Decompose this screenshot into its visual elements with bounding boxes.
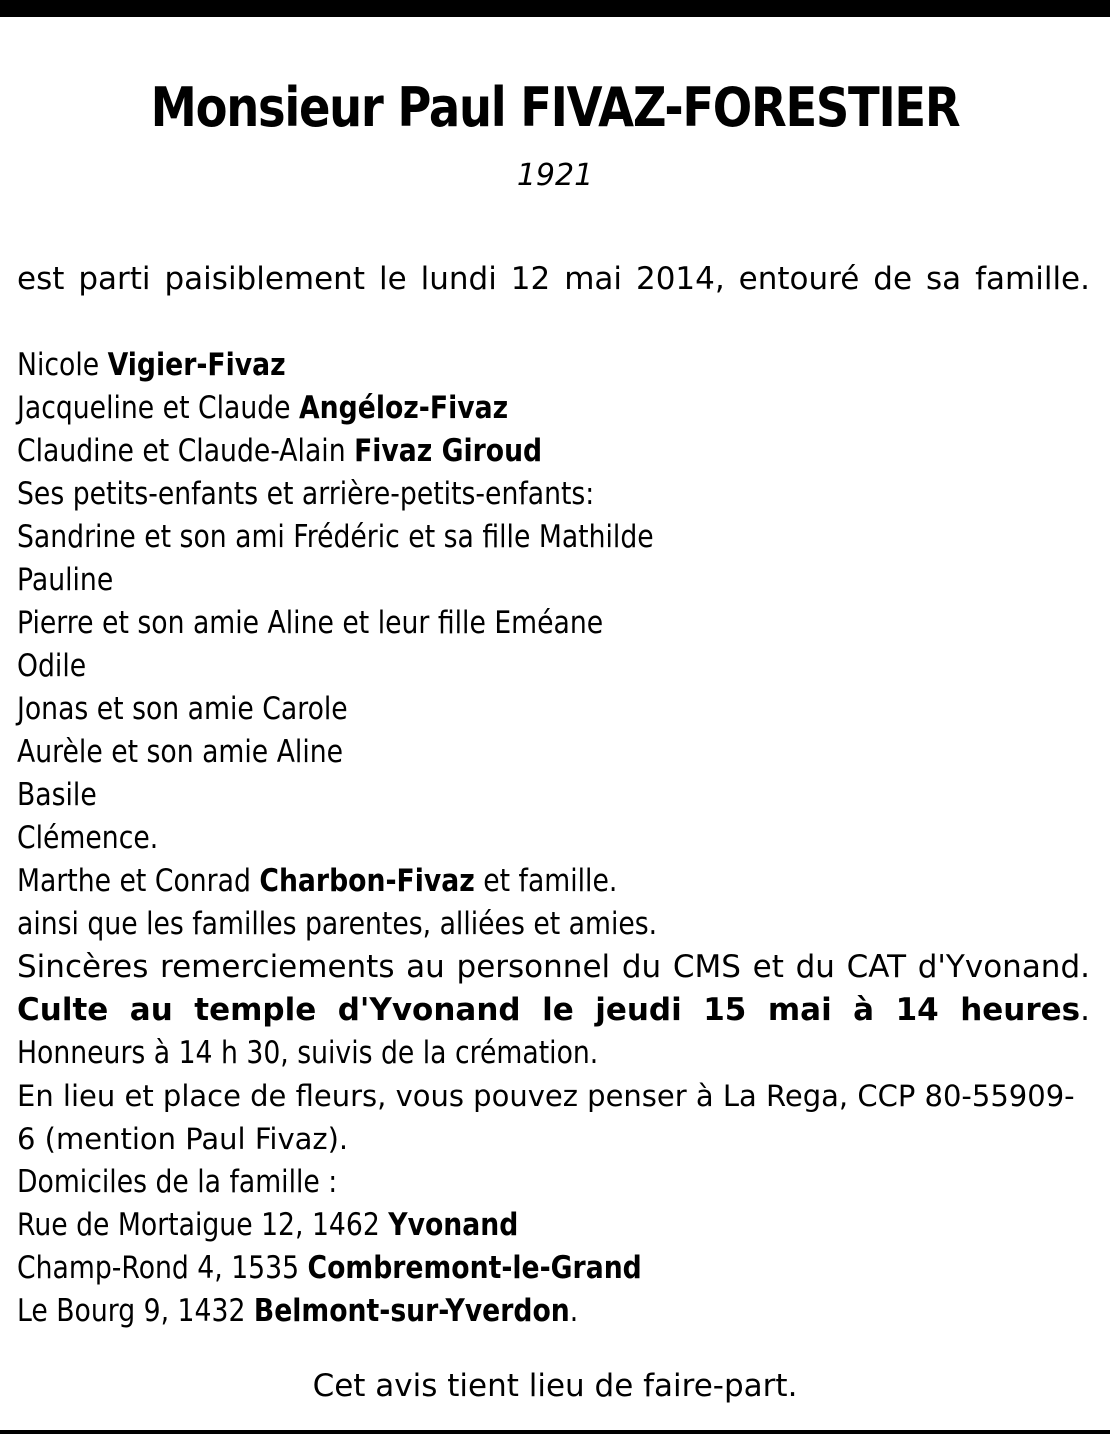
- first-names: Marthe et Conrad: [17, 863, 260, 899]
- sibling-line-text: [17, 860, 617, 903]
- address-line-text: [17, 1290, 578, 1333]
- announcement: [17, 258, 1090, 301]
- addresses-heading-text: Domiciles de la famille :: [17, 1164, 338, 1200]
- thanks-line: [17, 946, 1090, 989]
- notice-body: [17, 258, 1090, 1333]
- address-town: Belmont-sur-Yverdon: [253, 1293, 570, 1329]
- honours-line: [17, 1032, 1090, 1075]
- grandchild-text: Pierre et son amie Aline et leur fille Eméane: [17, 605, 604, 641]
- grandchild-line: [17, 817, 1090, 860]
- grandchild-line: [17, 602, 1090, 645]
- address-end: .: [569, 1293, 579, 1329]
- relatives-line: [17, 903, 1090, 946]
- grandchild-text: Odile: [17, 648, 87, 684]
- address-line: [17, 1247, 1090, 1290]
- service-text: Culte au temple d'Yvonand le jeudi 15 mai à 14 heures: [17, 992, 1081, 1028]
- grandchild-text: Pauline: [17, 562, 114, 598]
- address-street: Le Bourg 9, 1432: [17, 1293, 254, 1329]
- grandchild-text: Sandrine et son ami Frédéric et sa fille Mathilde: [17, 519, 654, 555]
- addresses-heading: [17, 1161, 1090, 1204]
- relatives-text: ainsi que les familles parentes, alliées et amies.: [17, 906, 658, 942]
- service-end: .: [1080, 992, 1090, 1028]
- donations-line: [17, 1075, 1090, 1161]
- family-line-text: [17, 387, 508, 430]
- grandchildren-heading: [17, 473, 1090, 516]
- announcement-text: est parti paisiblement le lundi 12 mai 2014, entouré de sa famille.: [17, 261, 1090, 297]
- service-line: [17, 989, 1090, 1032]
- address-town: Yvonand: [388, 1207, 519, 1243]
- address-street: Champ-Rond 4, 1535: [17, 1250, 308, 1286]
- top-border-rule: [0, 0, 1110, 17]
- grandchild-text: Jonas et son amie Carole: [17, 691, 348, 727]
- address-street: Rue de Mortaigue 12, 1462: [17, 1207, 389, 1243]
- family-name: Fivaz Giroud: [354, 433, 543, 469]
- grandchild-line: [17, 516, 1090, 559]
- family-line-text: [17, 344, 286, 387]
- grandchild-text: Clémence.: [17, 820, 159, 856]
- family-name: Vigier-Fivaz: [107, 347, 286, 383]
- family-line: [17, 344, 1090, 387]
- address-line-text: [17, 1247, 642, 1290]
- faire-part-note: Cet avis tient lieu de faire-part.: [312, 1368, 798, 1404]
- first-names: Jacqueline et Claude: [17, 390, 300, 426]
- deceased-name: Monsieur Paul FIVAZ-FORESTIER: [150, 76, 960, 139]
- grandchild-line: [17, 688, 1090, 731]
- family-name: Angéloz-Fivaz: [299, 390, 509, 426]
- birth-year: 1921: [516, 158, 594, 193]
- family-line-text: [17, 430, 542, 473]
- family-line: [17, 387, 1090, 430]
- family-line: [17, 430, 1090, 473]
- thanks-text: Sincères remerciements au personnel du CMS et du CAT d'Yvonand.: [17, 949, 1090, 985]
- grandchild-line: [17, 559, 1090, 602]
- honours-text: Honneurs à 14 h 30, suivis de la crémation.: [17, 1035, 599, 1071]
- grandchild-line: [17, 645, 1090, 688]
- sibling-line: [17, 860, 1090, 903]
- address-line: [17, 1290, 1090, 1333]
- grandchild-text: Aurèle et son amie Aline: [17, 734, 344, 770]
- address-line: [17, 1204, 1090, 1247]
- grandchild-line: [17, 774, 1090, 817]
- sibling-suffix: et famille.: [474, 863, 618, 899]
- bottom-border-rule: [0, 1430, 1110, 1434]
- donations-text: En lieu et place de fleurs, vous pouvez penser à La Rega, CCP 80-55909-6 (mention Paul Fivaz).: [17, 1079, 1075, 1156]
- paragraph-gap: [17, 301, 1090, 344]
- address-town: Combremont-le-Grand: [307, 1250, 642, 1286]
- first-names: Nicole: [17, 347, 108, 383]
- address-line-text: [17, 1204, 518, 1247]
- grandchild-text: Basile: [17, 777, 97, 813]
- family-name: Charbon-Fivaz: [259, 863, 475, 899]
- first-names: Claudine et Claude-Alain: [17, 433, 355, 469]
- grandchild-line: [17, 731, 1090, 774]
- grandchildren-heading-text: Ses petits-enfants et arrière-petits-enfants:: [17, 476, 595, 512]
